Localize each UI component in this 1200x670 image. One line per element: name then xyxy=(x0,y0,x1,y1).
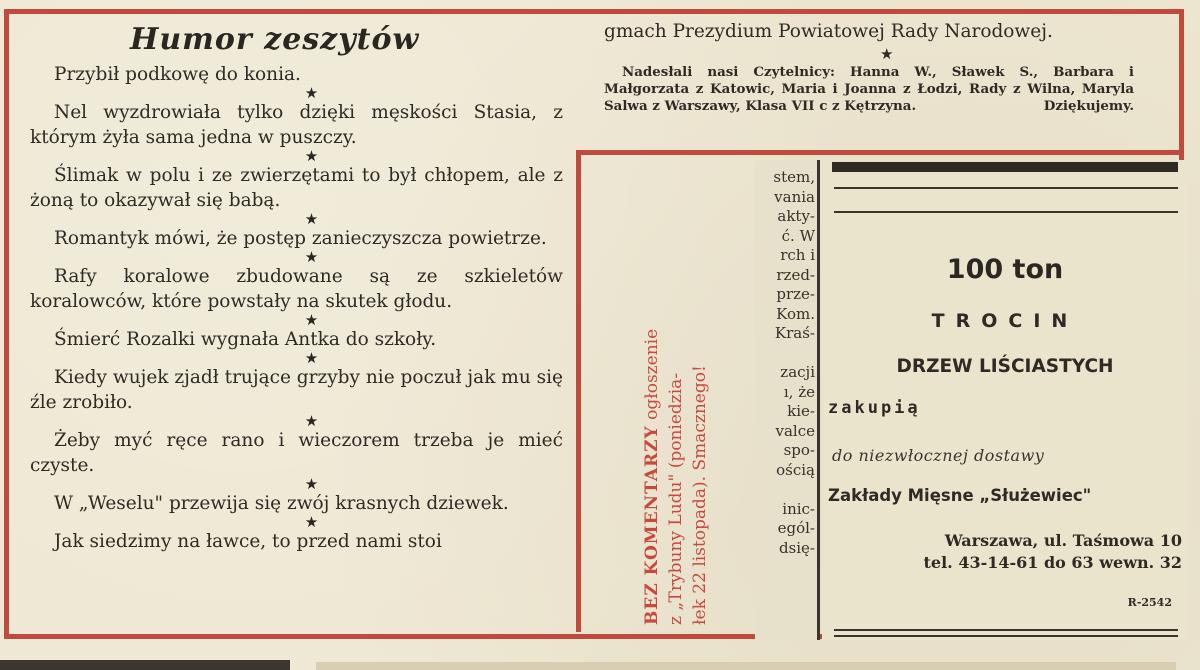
continuation-line: gmach Prezydium Powiatowej Rady Narodowej. xyxy=(604,21,1053,42)
clipped-fragment: valce xyxy=(775,421,815,440)
red-divider-horizontal xyxy=(576,150,1184,155)
clipped-fragment xyxy=(755,480,815,500)
humor-column xyxy=(30,62,563,554)
clipped-fragment: kie- xyxy=(787,402,815,420)
clipped-fragment: akty- xyxy=(777,207,815,225)
ad-code: R-2542 xyxy=(1127,596,1172,609)
ad-company: Zakłady Mięsne „Służewiec" xyxy=(828,486,1092,505)
humor-title: Humor zeszytów xyxy=(130,22,420,57)
ad-drzew: DRZEW LIŚCIASTYCH xyxy=(896,356,1114,377)
bez-komentarzy-line2: z „Trybuny Ludu" (poniedzia- xyxy=(666,372,686,625)
ad-top-bar xyxy=(832,162,1178,172)
ad-zakupia: zakupią xyxy=(828,398,921,418)
red-divider-vertical xyxy=(576,150,581,632)
advertisement xyxy=(822,160,1188,640)
joke-5: Rafy koralowe zbudowane są ze szkieletów koralowców, które powstały na skutek głodu. xyxy=(30,266,563,312)
star-separator: ★ xyxy=(304,248,319,266)
joke-3: Ślimak w polu i ze zwierzętami to był chłopem, ale z żoną to okazywał się babą. xyxy=(30,165,563,211)
bez-komentarzy-line3: łek 22 listopada). Smacznego! xyxy=(690,365,710,625)
clipped-fragment: Kom. xyxy=(776,304,815,323)
clipped-fragment: dsię- xyxy=(778,538,815,557)
star-separator: ★ xyxy=(304,210,319,228)
joke-7: Kiedy wujek zjadł trujące grzyby nie poczuł jak mu się źle zrobiło. xyxy=(30,367,563,413)
clipped-fragment: Kraś- xyxy=(774,324,815,342)
ad-dostawy: do niezwłocznej dostawy xyxy=(832,446,1045,465)
star-separator: ★ xyxy=(304,513,319,531)
ad-phone: tel. 43-14-61 do 63 wewn. 32 xyxy=(923,553,1182,572)
ad-contact xyxy=(924,530,1182,574)
clipped-fragment: ı, że xyxy=(783,382,815,401)
star-separator: ★ xyxy=(304,84,319,102)
ad-trocin: TROCIN xyxy=(931,310,1079,332)
ad-rule xyxy=(834,211,1178,213)
clipped-article xyxy=(755,160,817,640)
clipped-fragment: ością xyxy=(776,460,815,479)
clipped-fragment: vania xyxy=(774,187,815,206)
joke-1: Przybił podkowę do konia. xyxy=(54,64,301,85)
clipped-fragment: inic- xyxy=(782,499,815,518)
star-separator: ★ xyxy=(304,311,319,329)
ad-title: 100 ton xyxy=(946,254,1064,285)
contributors-text: Nadesłali nasi Czytelnicy: Hanna W., Sławek S., Barbara i Małgorzata z Katowic, Maria i Joanna z Łodzi, Rady z Wilna, Maryla Salwa z Warszawy, Klasa VII c z Kętrzyna. xyxy=(604,64,1134,114)
ad-rule xyxy=(834,635,1178,637)
joke-2: Nel wyzdrowiała tylko dzięki męskości Stasia, z którym żyła sama jedna w puszczy. xyxy=(30,102,563,148)
bez-komentarzy-line1: ogłoszenie xyxy=(642,328,662,426)
star-separator: ★ xyxy=(880,45,894,63)
contributors-note xyxy=(604,64,1134,115)
star-separator: ★ xyxy=(304,147,319,165)
clipped-fragment: egól- xyxy=(777,519,815,537)
clipped-fragment xyxy=(755,344,815,364)
joke-9: W „Weselu" przewija się zwój krasnych dziewek. xyxy=(54,493,509,514)
bottom-strip-dark xyxy=(0,660,290,670)
bez-komentarzy-note xyxy=(640,235,712,625)
clipped-fragment: prze- xyxy=(776,285,815,303)
clipped-article-text xyxy=(755,168,815,558)
star-separator: ★ xyxy=(304,412,319,430)
clipped-fragment: rzed- xyxy=(776,265,815,284)
clipped-fragment: stem, xyxy=(773,168,815,186)
ad-rule xyxy=(834,187,1178,189)
ad-address: Warszawa, ul. Taśmowa 10 xyxy=(944,531,1182,550)
joke-4: Romantyk mówi, że postęp zanieczyszcza powietrze. xyxy=(54,228,547,249)
star-separator: ★ xyxy=(304,475,319,493)
bottom-strip-light xyxy=(316,662,1176,670)
clipped-fragment: ć. W xyxy=(781,226,815,245)
clipped-fragment: spo- xyxy=(783,441,815,459)
joke-10: Jak siedzimy na ławce, to przed nami stoi xyxy=(54,531,442,552)
clipped-fragment: zacji xyxy=(780,363,815,381)
thanks-text: Dziękujemy. xyxy=(1043,98,1134,114)
clipped-fragment: rch i xyxy=(780,246,815,264)
clipped-article-border xyxy=(817,160,820,640)
joke-8: Żeby myć ręce rano i wieczorem trzeba je mieć czyste. xyxy=(30,430,563,476)
bez-komentarzy-heading: BEZ KOMENTARZY xyxy=(642,425,662,625)
joke-6: Śmierć Rozalki wygnała Antka do szkoły. xyxy=(54,329,437,350)
star-separator: ★ xyxy=(304,349,319,367)
ad-rule xyxy=(834,629,1178,631)
